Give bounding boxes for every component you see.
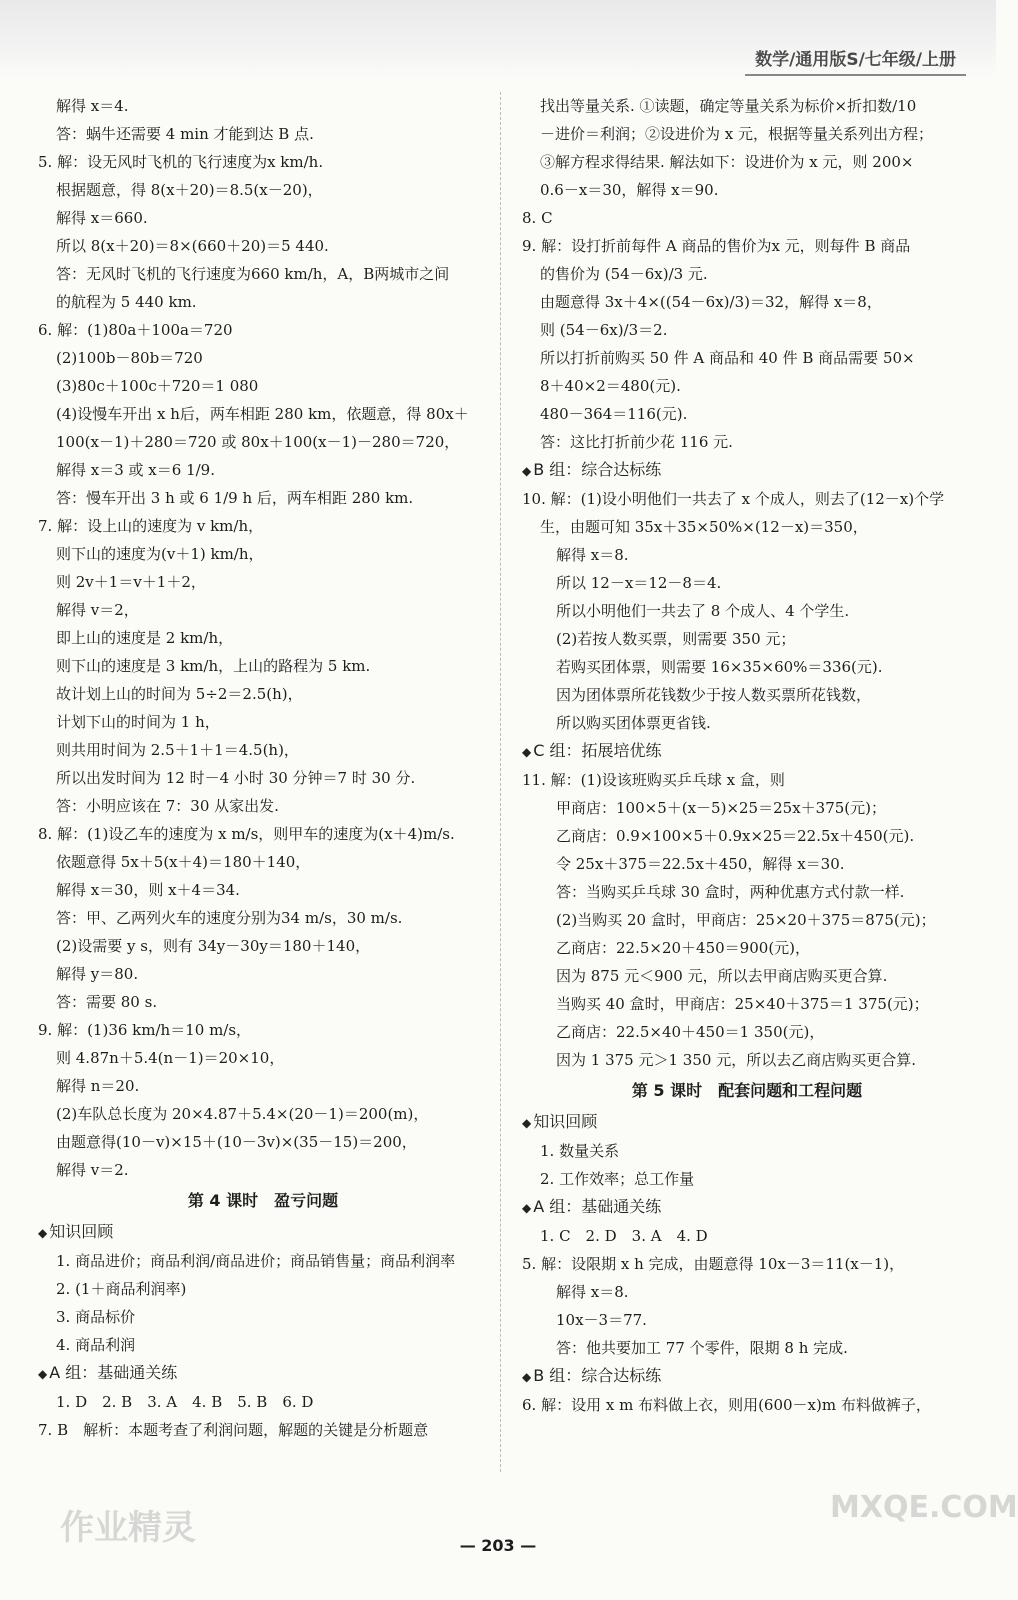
line-text: 解得 n＝20. <box>56 1077 140 1095</box>
line-text: (4)设慢车开出 x h后，两车相距 280 km，依题意，得 80x＋ <box>56 405 469 423</box>
text-line <box>38 1128 488 1156</box>
section-heading <box>38 1359 488 1388</box>
text-line <box>522 1165 972 1193</box>
text-line <box>38 596 488 624</box>
text-line <box>38 316 488 344</box>
line-text: 解得 v＝2， <box>56 601 139 619</box>
text-line <box>522 822 972 850</box>
line-text: 所以 12－x＝12－8＝4. <box>556 574 722 592</box>
text-line <box>38 904 488 932</box>
text-line <box>38 1275 488 1303</box>
left-column <box>38 92 488 1444</box>
line-text: 3. 商品标价 <box>56 1308 136 1326</box>
line-text: 由题意得 3x＋4×((54－6x)/3)＝32，解得 x＝8， <box>540 293 882 311</box>
section-heading <box>522 1362 972 1391</box>
text-line <box>38 372 488 400</box>
text-line <box>38 708 488 736</box>
text-line <box>522 681 972 709</box>
text-line <box>38 680 488 708</box>
text-line <box>522 485 972 513</box>
line-text: 答：小明应该在 7：30 从家出发. <box>56 797 279 815</box>
text-line <box>38 260 488 288</box>
line-text: 第 4 课时 盈亏问题 <box>187 1191 339 1210</box>
diamond-icon: ◆ <box>522 1116 532 1130</box>
text-line <box>38 400 488 428</box>
text-line <box>522 962 972 990</box>
column-divider <box>500 92 501 1472</box>
line-text: 所以出发时间为 12 时－4 小时 30 分钟＝7 时 30 分. <box>56 769 416 787</box>
text-line <box>38 1100 488 1128</box>
text-line <box>522 372 972 400</box>
line-text: 的航程为 5 440 km. <box>56 293 197 311</box>
text-line <box>38 764 488 792</box>
text-line <box>522 176 972 204</box>
line-text: 乙商店：22.5×40＋450＝1 350(元)， <box>556 1023 825 1041</box>
line-text: 答：慢车开出 3 h 或 6 1/9 h 后，两车相距 280 km. <box>56 489 414 507</box>
text-line <box>522 653 972 681</box>
line-text: 答：他共要加工 77 个零件，限期 8 h 完成. <box>556 1339 848 1357</box>
line-text: 解得 x＝4. <box>56 97 129 115</box>
section-heading <box>522 456 972 485</box>
text-line <box>522 990 972 1018</box>
line-text: B 组：综合达标练 <box>533 1366 662 1385</box>
text-line <box>38 792 488 820</box>
line-text: 2. (1＋商品利润率) <box>56 1280 187 1298</box>
text-line <box>522 288 972 316</box>
line-text: 答：无风时飞机的飞行速度为660 km/h，A，B两城市之间 <box>56 265 450 283</box>
line-text: 当购买 40 盒时，甲商店：25×40＋375＝1 375(元)； <box>556 995 929 1013</box>
line-text: 答：当购买乒乓球 30 盒时，两种优惠方式付款一样. <box>556 883 905 901</box>
line-text: 11. 解：(1)设该班购买乒乓球 x 盒，则 <box>522 771 785 789</box>
line-text: 100(x－1)＋280＝720 或 80x＋100(x－1)－280＝720， <box>56 433 460 451</box>
line-text: 的售价为 (54－6x)/3 元. <box>540 265 708 283</box>
line-text: 9. 解：(1)36 km/h＝10 m/s， <box>38 1021 252 1039</box>
line-text: 2. 工作效率；总工作量 <box>540 1170 695 1188</box>
text-line <box>38 568 488 596</box>
line-text: 解得 x＝30，则 x＋4＝34. <box>56 881 240 899</box>
line-text: 1. 数量关系 <box>540 1142 620 1160</box>
line-text: 1. D 2. B 3. A 4. B 5. B 6. D <box>56 1393 314 1411</box>
text-line <box>38 960 488 988</box>
line-text: 480－364＝116(元). <box>540 405 688 423</box>
line-text: 4. 商品利润 <box>56 1336 136 1354</box>
line-text: (2)设需要 y s，则有 34y－30y＝180＋140， <box>56 937 371 955</box>
section-heading <box>522 1108 972 1137</box>
text-line <box>38 232 488 260</box>
line-text: 答：蜗牛还需要 4 min 才能到达 B 点. <box>56 125 314 143</box>
text-line <box>38 1156 488 1184</box>
text-line <box>38 204 488 232</box>
line-text: 所以打折前购买 50 件 A 商品和 40 件 B 商品需要 50× <box>540 349 915 367</box>
text-line <box>38 428 488 456</box>
text-line <box>38 344 488 372</box>
line-text: 7. 解：设上山的速度为 v km/h， <box>38 517 264 535</box>
line-text: 0.6－x＝30，解得 x＝90. <box>540 181 719 199</box>
line-text: A 组：基础通关练 <box>49 1363 178 1382</box>
line-text: 9. 解：设打折前每件 A 商品的售价为x 元，则每件 B 商品 <box>522 237 911 255</box>
text-line <box>38 1303 488 1331</box>
page-number: — 203 — <box>459 1536 537 1555</box>
text-line <box>38 120 488 148</box>
text-line <box>38 1044 488 1072</box>
text-line <box>522 906 972 934</box>
text-line <box>522 569 972 597</box>
line-text: 答：这比打折前少花 116 元. <box>540 433 733 451</box>
text-line <box>38 988 488 1016</box>
line-text: (2)若按人数买票，则需要 350 元； <box>556 630 796 648</box>
line-text: 解得 y＝80. <box>56 965 139 983</box>
diamond-icon: ◆ <box>522 464 532 478</box>
line-text: 故计划上山的时间为 5÷2＝2.5(h)， <box>56 685 303 703</box>
diamond-icon: ◆ <box>522 745 532 759</box>
line-text: 第 5 课时 配套问题和工程问题 <box>631 1081 863 1100</box>
text-line <box>522 1334 972 1362</box>
line-text: 令 25x＋375＝22.5x＋450，解得 x＝30. <box>556 855 845 873</box>
line-text: A 组：基础通关练 <box>533 1197 662 1216</box>
text-line <box>38 1016 488 1044</box>
section-heading <box>522 1193 972 1222</box>
line-text: 10. 解：(1)设小明他们一共去了 x 个成人，则去了(12－x)个学 <box>522 490 945 508</box>
line-text: (2)100b－80b＝720 <box>56 349 203 367</box>
line-text: 8＋40×2＝480(元). <box>540 377 681 395</box>
text-line <box>38 848 488 876</box>
text-line <box>38 540 488 568</box>
line-text: 知识回顾 <box>49 1222 114 1241</box>
line-text: 则下山的速度为(v＋1) km/h， <box>56 545 264 563</box>
text-line <box>522 204 972 232</box>
text-line <box>38 1388 488 1416</box>
line-text: 即上山的速度是 2 km/h， <box>56 629 234 647</box>
line-text: B 组：综合达标练 <box>533 460 662 479</box>
line-text: 1. C 2. D 3. A 4. D <box>540 1227 708 1245</box>
line-text: (3)80c＋100c＋720＝1 080 <box>56 377 259 395</box>
text-line <box>522 766 972 794</box>
text-line <box>522 260 972 288</box>
text-line <box>38 820 488 848</box>
text-line <box>38 1247 488 1275</box>
line-text: 若购买团体票，则需要 16×35×60%＝336(元). <box>556 658 883 676</box>
line-text: 计划下山的时间为 1 h， <box>56 713 220 731</box>
text-line <box>522 1391 972 1419</box>
text-line <box>38 288 488 316</box>
line-text: 6. 解：(1)80a＋100a＝720 <box>38 321 233 339</box>
line-text: (2)当购买 20 盒时，甲商店：25×20＋375＝875(元)； <box>556 911 936 929</box>
line-text: 则下山的速度是 3 km/h，上山的路程为 5 km. <box>56 657 371 675</box>
line-text: 所以购买团体票更省钱. <box>556 714 711 732</box>
text-line <box>38 512 488 540</box>
text-line <box>522 1018 972 1046</box>
line-text: 5. 解：设无风时飞机的飞行速度为x km/h. <box>38 153 324 171</box>
line-text: 生，由题可知 35x＋35×50%×(12－x)＝350， <box>540 518 868 536</box>
line-text: 乙商店：0.9×100×5＋0.9x×25＝22.5x＋450(元). <box>556 827 915 845</box>
text-line <box>522 1278 972 1306</box>
line-text: 因为团体票所花钱数少于按人数买票所花钱数， <box>556 686 872 704</box>
line-text: 解得 x＝8. <box>556 546 629 564</box>
text-line <box>38 1072 488 1100</box>
text-line <box>38 624 488 652</box>
line-text: 乙商店：22.5×20＋450＝900(元)， <box>556 939 811 957</box>
text-line <box>522 709 972 737</box>
text-line <box>522 400 972 428</box>
line-text: 解得 x＝660. <box>56 209 148 227</box>
line-text: －进价＝利润；②设进价为 x 元，根据等量关系列出方程； <box>540 125 933 143</box>
text-line <box>38 1416 488 1444</box>
line-text: 则 4.87n＋5.4(n－1)＝20×10， <box>56 1049 285 1067</box>
text-line <box>522 148 972 176</box>
text-line <box>522 1222 972 1250</box>
text-line <box>38 456 488 484</box>
text-line <box>38 176 488 204</box>
diamond-icon: ◆ <box>38 1367 48 1381</box>
text-line <box>522 1046 972 1074</box>
text-line <box>522 850 972 878</box>
page-header-title: 数学/通用版S/七年级/上册 <box>745 46 966 76</box>
text-line <box>522 625 972 653</box>
line-text: 10x－3＝77. <box>556 1311 647 1329</box>
line-text: 答：需要 80 s. <box>56 993 158 1011</box>
line-text: 6. 解：设用 x m 布料做上衣，则用(600－x)m 布料做裤子， <box>522 1396 931 1414</box>
line-text: 答：甲、乙两列火车的速度分别为34 m/s，30 m/s. <box>56 909 403 927</box>
line-text: 5. 解：设限期 x h 完成，由题意得 10x－3＝11(x－1)， <box>522 1255 905 1273</box>
diamond-icon: ◆ <box>522 1201 532 1215</box>
line-text: 则 2v＋1＝v＋1＋2， <box>56 573 206 591</box>
watermark-logo: MXQE.COM <box>830 1490 1018 1525</box>
text-line <box>522 794 972 822</box>
section-heading <box>38 1218 488 1247</box>
line-text: ③解方程求得结果. 解法如下：设进价为 x 元，则 200× <box>540 153 914 171</box>
text-line <box>522 1137 972 1165</box>
text-line <box>38 736 488 764</box>
line-text: 解得 x＝8. <box>556 1283 629 1301</box>
text-line <box>522 934 972 962</box>
text-line <box>38 876 488 904</box>
text-line <box>38 484 488 512</box>
line-text: 知识回顾 <box>533 1112 598 1131</box>
line-text: 根据题意，得 8(x＋20)＝8.5(x－20)， <box>56 181 323 199</box>
lesson-title <box>522 1076 972 1106</box>
watermark-logo: 作业精灵 <box>60 1508 196 1548</box>
line-text: (2)车队总长度为 20×4.87＋5.4×(20－1)＝200(m)， <box>56 1105 429 1123</box>
line-text: 所以 8(x＋20)＝8×(660＋20)＝5 440. <box>56 237 329 255</box>
line-text: 解得 v＝2. <box>56 1161 129 1179</box>
line-text: C 组：拓展培优练 <box>533 741 662 760</box>
text-line <box>522 513 972 541</box>
text-line <box>522 232 972 260</box>
line-text: 因为 875 元＜900 元，所以去甲商店购买更合算. <box>556 967 888 985</box>
line-text: 依题意得 5x＋5(x＋4)＝180＋140， <box>56 853 311 871</box>
text-line <box>522 344 972 372</box>
line-text: 由题意得(10－v)×15＋(10－3v)×(35－15)＝200， <box>56 1133 417 1151</box>
text-line <box>522 316 972 344</box>
text-line <box>38 652 488 680</box>
right-column <box>522 92 972 1419</box>
line-text: 8. C <box>522 209 553 227</box>
text-line <box>38 1331 488 1359</box>
line-text: 7. B 解析：本题考查了利润问题，解题的关键是分析题意 <box>38 1421 429 1439</box>
line-text: 解得 x＝3 或 x＝6 1/9. <box>56 461 215 479</box>
line-text: 1. 商品进价；商品利润/商品进价；商品销售量；商品利润率 <box>56 1252 456 1270</box>
text-line <box>522 541 972 569</box>
line-text: 8. 解：(1)设乙车的速度为 x m/s，则甲车的速度为(x＋4)m/s. <box>38 825 455 843</box>
lesson-title <box>38 1186 488 1216</box>
text-line <box>38 932 488 960</box>
text-line <box>522 597 972 625</box>
line-text: 则共用时间为 2.5＋1＋1＝4.5(h)， <box>56 741 299 759</box>
line-text: 因为 1 375 元＞1 350 元，所以去乙商店购买更合算. <box>556 1051 916 1069</box>
text-line <box>522 1306 972 1334</box>
line-text: 甲商店：100×5＋(x－5)×25＝25x＋375(元)； <box>556 799 886 817</box>
diamond-icon: ◆ <box>38 1226 48 1240</box>
line-text: 所以小明他们一共去了 8 个成人、4 个学生. <box>556 602 850 620</box>
text-line <box>522 878 972 906</box>
text-line <box>522 1250 972 1278</box>
text-line <box>38 92 488 120</box>
text-line <box>522 120 972 148</box>
line-text: 则 (54－6x)/3＝2. <box>540 321 668 339</box>
line-text: 找出等量关系. ①读题，确定等量关系为标价×折扣数/10 <box>540 97 917 115</box>
text-line <box>522 428 972 456</box>
text-line <box>522 92 972 120</box>
diamond-icon: ◆ <box>522 1370 532 1384</box>
text-line <box>38 148 488 176</box>
section-heading <box>522 737 972 766</box>
